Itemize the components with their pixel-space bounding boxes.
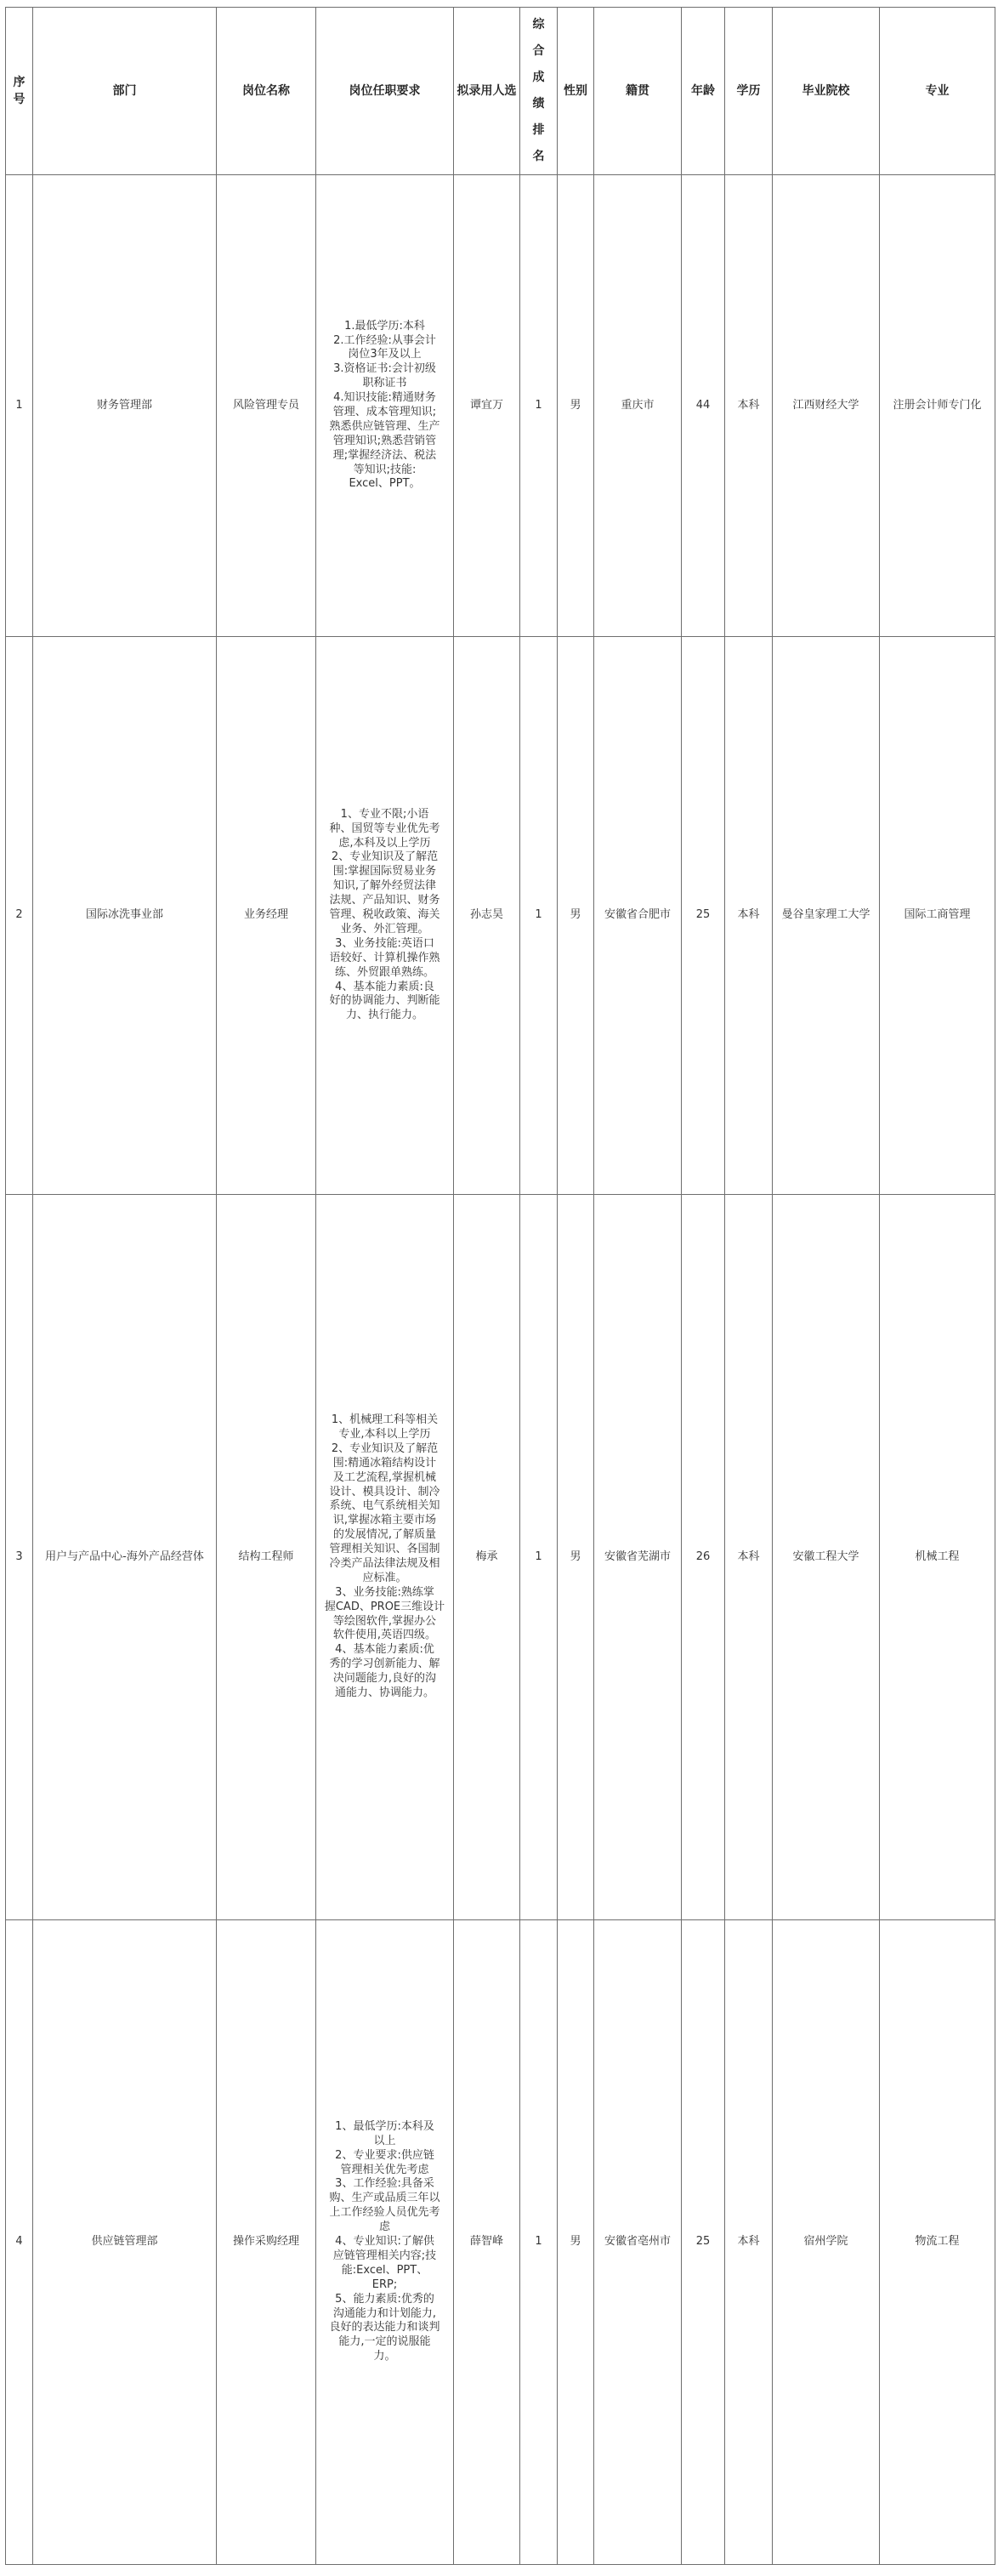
- cell-candidate: 谭宜万: [454, 175, 520, 637]
- cell-school: 江西财经大学: [773, 175, 880, 637]
- cell-school: 曼谷皇家理工大学: [773, 637, 880, 1195]
- cell-education: 本科: [725, 175, 773, 637]
- cell-seq: 3: [6, 1195, 33, 1920]
- cell-rank: 1: [520, 1920, 558, 2565]
- header-gender: 性别: [558, 8, 594, 175]
- cell-gender: 男: [558, 637, 594, 1195]
- cell-age: 26: [682, 1195, 725, 1920]
- table-row: [6, 175, 995, 637]
- cell-origin: 安徽省合肥市: [594, 637, 682, 1195]
- table-row: [6, 1195, 995, 1920]
- cell-rank: 1: [520, 175, 558, 637]
- cell-major: 国际工商管理: [880, 637, 995, 1195]
- cell-age: 25: [682, 1920, 725, 2565]
- header-candidate: 拟录用人选: [454, 8, 520, 175]
- cell-origin: 安徽省亳州市: [594, 1920, 682, 2565]
- cell-dept: 财务管理部: [33, 175, 217, 637]
- cell-rank: 1: [520, 1195, 558, 1920]
- cell-education: 本科: [725, 637, 773, 1195]
- cell-age: 25: [682, 637, 725, 1195]
- header-origin: 籍贯: [594, 8, 682, 175]
- header-education: 学历: [725, 8, 773, 175]
- cell-position: 结构工程师: [217, 1195, 316, 1920]
- cell-rank: 1: [520, 637, 558, 1195]
- header-position: 岗位名称: [217, 8, 316, 175]
- cell-education: 本科: [725, 1195, 773, 1920]
- header-school: 毕业院校: [773, 8, 880, 175]
- header-major: 专业: [880, 8, 995, 175]
- cell-position: 业务经理: [217, 637, 316, 1195]
- cell-position: 操作采购经理: [217, 1920, 316, 2565]
- cell-seq: 2: [6, 637, 33, 1195]
- cell-gender: 男: [558, 175, 594, 637]
- cell-origin: 重庆市: [594, 175, 682, 637]
- header-requirements: 岗位任职要求: [316, 8, 454, 175]
- header-row: [6, 8, 995, 175]
- header-seq: 序号: [6, 8, 33, 175]
- cell-requirements: 1.最低学历:本科 2.工作经验:从事会计 岗位3年及以上 3.资格证书:会计初级 职称证书 4.知识技能:精通财务 管理、成本管理知识; 熟悉供应链管理、生产 管理知识;熟悉营销管 理;掌握经济法、税法 等知识;技能: Excel、PPT。: [316, 175, 454, 637]
- cell-candidate: 孙志昊: [454, 637, 520, 1195]
- cell-dept: 国际冰洗事业部: [33, 637, 217, 1195]
- cell-school: 宿州学院: [773, 1920, 880, 2565]
- cell-major: 注册会计师专门化: [880, 175, 995, 637]
- cell-age: 44: [682, 175, 725, 637]
- cell-candidate: 薛智峰: [454, 1920, 520, 2565]
- cell-seq: 1: [6, 175, 33, 637]
- cell-school: 安徽工程大学: [773, 1195, 880, 1920]
- cell-requirements: 1、专业不限;小语 种、国贸等专业优先考 虑,本科及以上学历 2、专业知识及了解范 围:掌握国际贸易业务 知识,了解外经贸法律 法规、产品知识、财务 管理、税收政策、海关 业务、外汇管理。 3、业务技能:英语口 语较好、计算机操作熟 练、外贸跟单熟练。 4、基本能力素质:良 好的协调能力、判断能 力、执行能力。: [316, 637, 454, 1195]
- table-row: [6, 1920, 995, 2565]
- header-age: 年龄: [682, 8, 725, 175]
- cell-dept: 用户与产品中心-海外产品经营体: [33, 1195, 217, 1920]
- cell-education: 本科: [725, 1920, 773, 2565]
- header-dept: 部门: [33, 8, 217, 175]
- cell-gender: 男: [558, 1920, 594, 2565]
- cell-gender: 男: [558, 1195, 594, 1920]
- table-row: [6, 637, 995, 1195]
- header-rank: 综合成绩排名: [520, 8, 558, 175]
- cell-major: 机械工程: [880, 1195, 995, 1920]
- cell-candidate: 梅承: [454, 1195, 520, 1920]
- cell-requirements: 1、机械理工科等相关 专业,本科以上学历 2、专业知识及了解范 围:精通冰箱结构设计 及工艺流程,掌握机械 设计、模具设计、制冷 系统、电气系统相关知 识,掌握冰箱主要市场 的发展情况,了解质量 管理相关知识、各国制 冷类产品法律法规及相 应标准。 3、业务技能:熟练掌 握CAD、PROE三维设计 等绘图软件,掌握办公 软件使用,英语四级。 4、基本能力素质:优 秀的学习创新能力、解 决问题能力,良好的沟 通能力、协调能力。: [316, 1195, 454, 1920]
- cell-position: 风险管理专员: [217, 175, 316, 637]
- cell-dept: 供应链管理部: [33, 1920, 217, 2565]
- cell-seq: 4: [6, 1920, 33, 2565]
- recruitment-table: [5, 7, 995, 2565]
- cell-requirements: 1、最低学历:本科及 以上 2、专业要求:供应链 管理相关优先考虑 3、工作经验:具备采 购、生产或品质三年以 上工作经验人员优先考 虑 4、专业知识:了解供 应链管理相关内容;技 能:Excel、PPT、 ERP; 5、能力素质:优秀的 沟通能力和计划能力, 良好的表达能力和谈判 能力,一定的说服能 力。: [316, 1920, 454, 2565]
- cell-major: 物流工程: [880, 1920, 995, 2565]
- cell-origin: 安徽省芜湖市: [594, 1195, 682, 1920]
